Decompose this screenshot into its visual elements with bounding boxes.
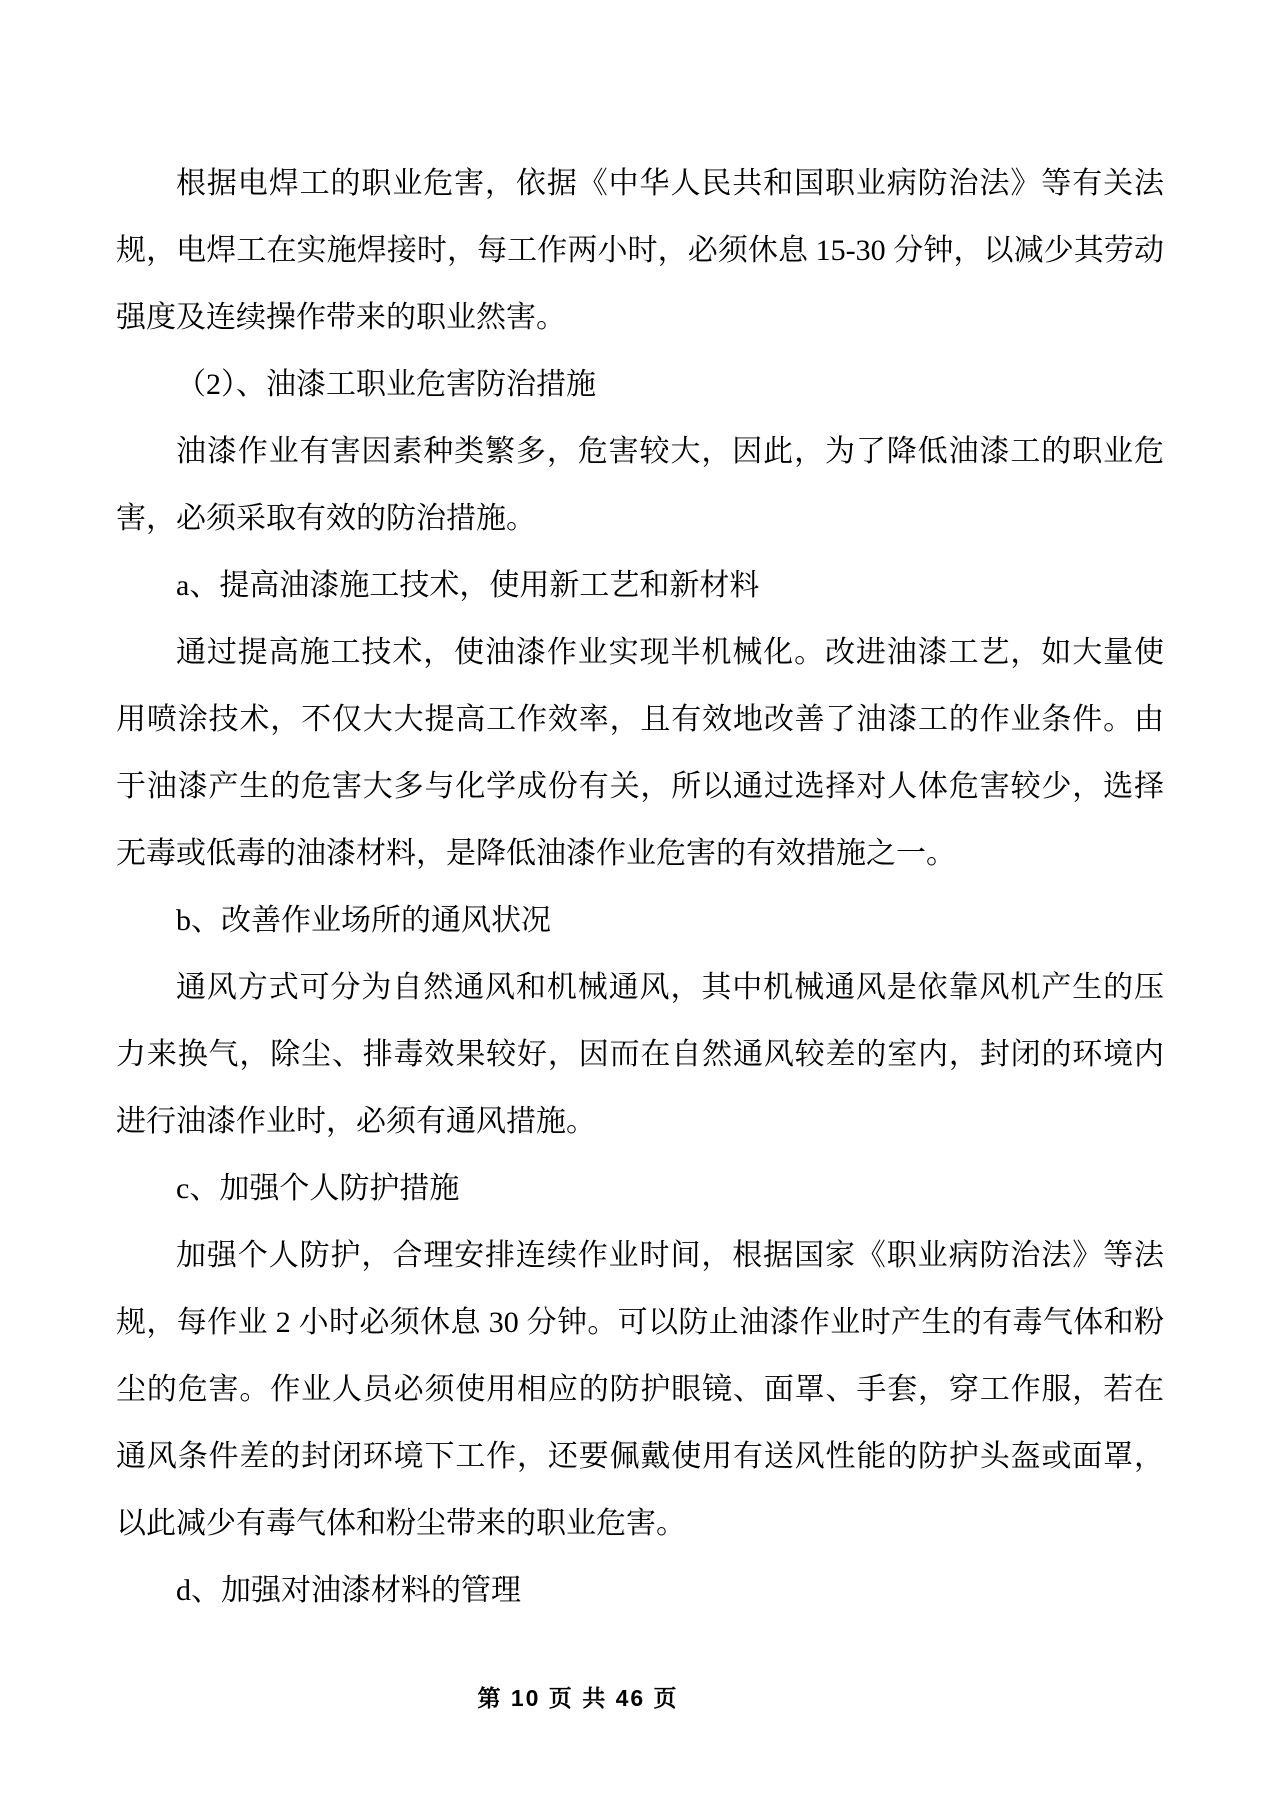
- document-body: [116, 150, 1164, 1624]
- page-footer: [0, 1680, 1156, 1713]
- paragraph: 通风方式可分为自然通风和机械通风，其中机械通风是依靠风机产生的压力来换气，除尘、排毒效果较好，因而在自然通风较差的室内，封闭的环境内进行油漆作业时，必须有通风措施。: [116, 971, 1164, 1138]
- paragraph: 加强个人防护，合理安排连续作业时间，根据国家《职业病防治法》等法规，每作业 2 小时必须休息 30 分钟。可以防止油漆作业时产生的有毒气体和粉尘的危害。作业人员必须使用相应的防护眼镜、面罩、手套，穿工作服，若在通风条件差的封闭环境下工作，还要佩戴使用有送风性能的防护头盔或面罩，以此减少有毒气体和粉尘带来的职业危害。: [116, 1239, 1164, 1540]
- paragraph-heading: a、提高油漆施工技术，使用新工艺和新材料: [176, 569, 760, 602]
- paragraph-heading: c、加强个人防护措施: [176, 1172, 460, 1205]
- page-number-text: 第 10 页 共 46 页: [477, 1685, 679, 1711]
- paragraph-heading: d、加强对油漆材料的管理: [176, 1574, 521, 1607]
- paragraph: 根据电焊工的职业危害，依据《中华人民共和国职业病防治法》等有关法规，电焊工在实施焊接时，每工作两小时，必须休息 15-30 分钟，以减少其劳动强度及连续操作带来的职业然害。: [116, 167, 1164, 334]
- paragraph: 油漆作业有害因素种类繁多，危害较大，因此，为了降低油漆工的职业危害，必须采取有效的防治措施。: [116, 435, 1164, 535]
- paragraph-heading: （2）、油漆工职业危害防治措施: [176, 368, 596, 401]
- paragraph: 通过提高施工技术，使油漆作业实现半机械化。改进油漆工艺，如大量使用喷涂技术，不仅大大提高工作效率，且有效地改善了油漆工的作业条件。由于油漆产生的危害大多与化学成份有关，所以通过选择对人体危害较少，选择无毒或低毒的油漆材料，是降低油漆作业危害的有效措施之一。: [116, 636, 1164, 870]
- paragraph-heading: b、改善作业场所的通风状况: [176, 904, 551, 937]
